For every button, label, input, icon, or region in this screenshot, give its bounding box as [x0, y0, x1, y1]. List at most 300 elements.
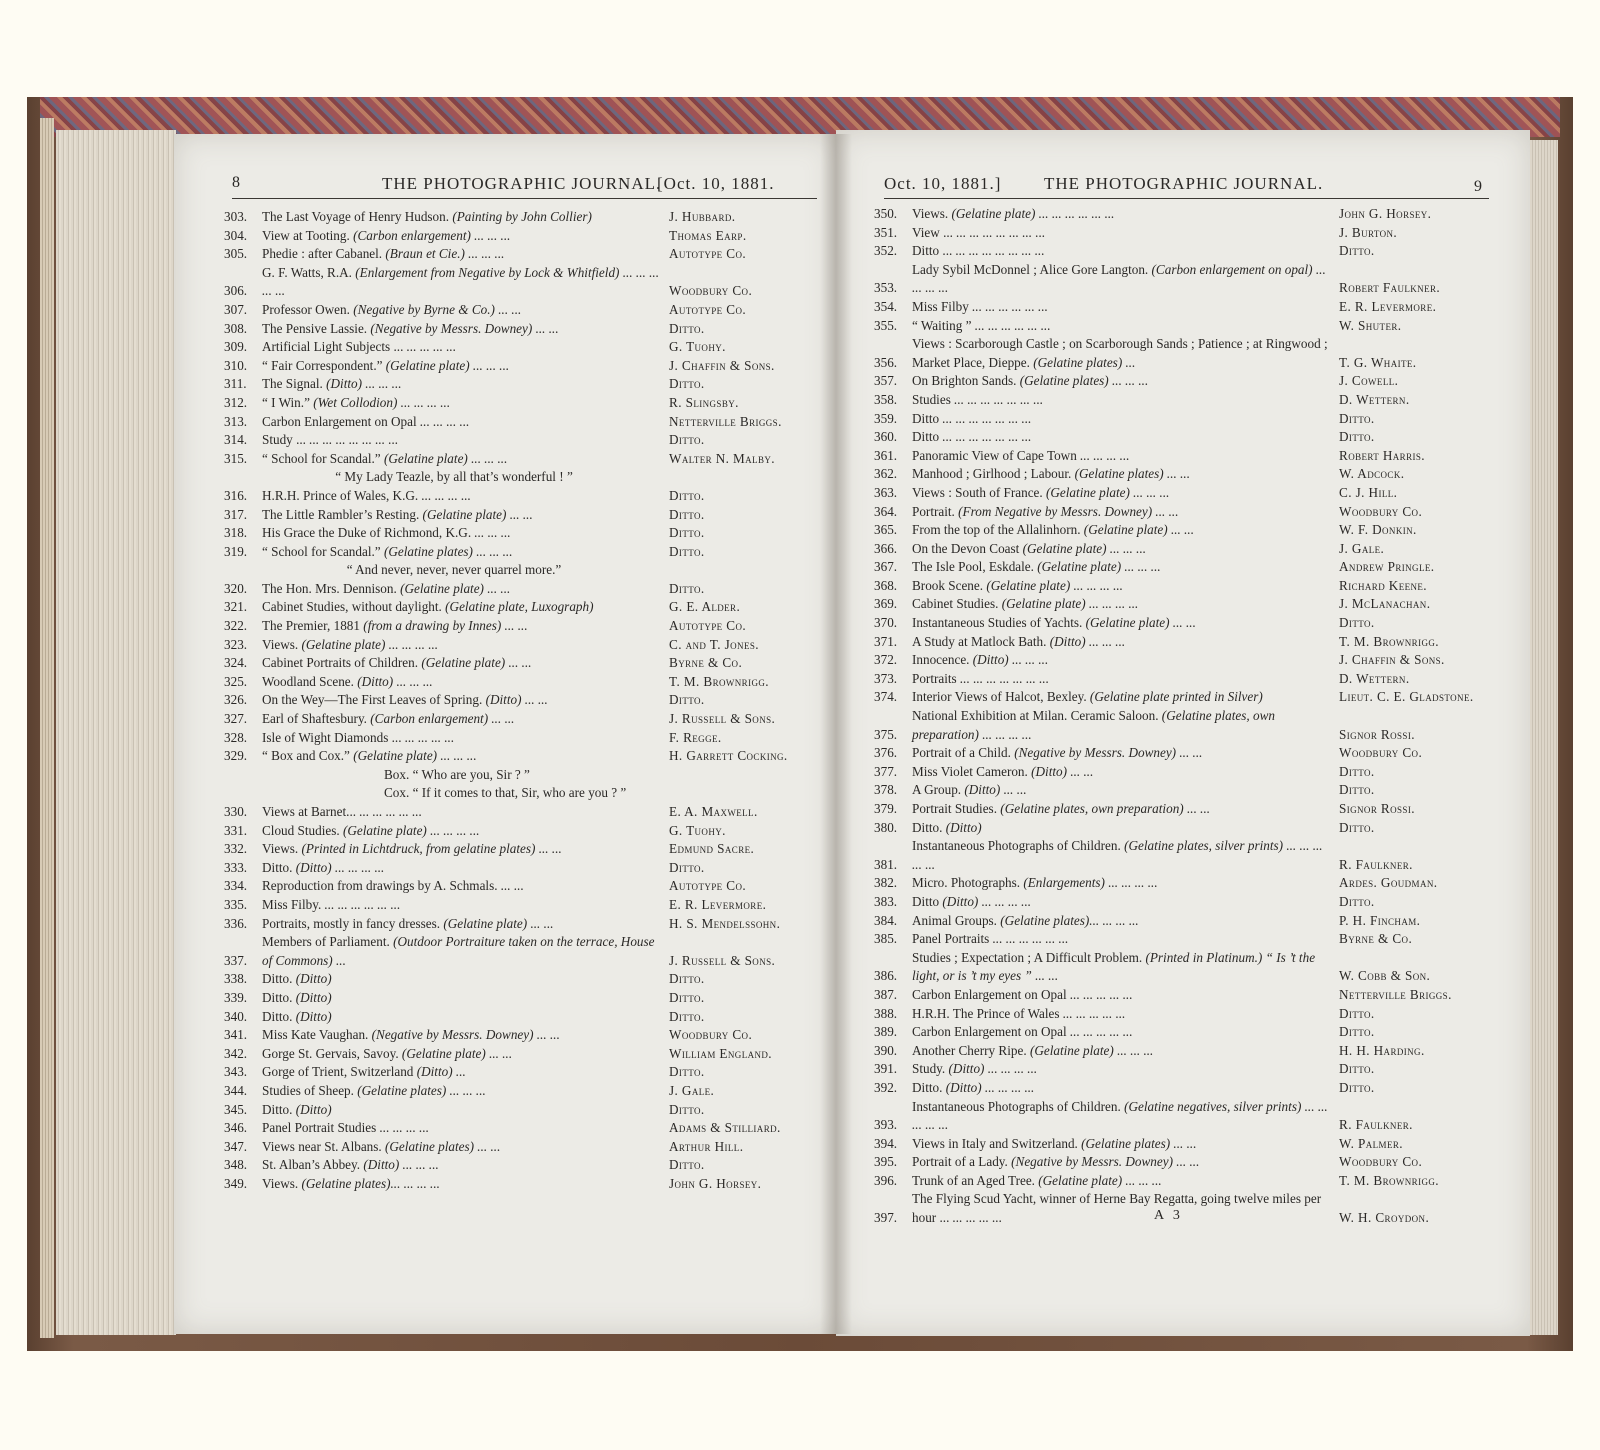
- entry-title: [262, 729, 669, 748]
- entry-note: (Gelatine plates) ... ... ...: [357, 1082, 486, 1098]
- entry-title-text: Instantaneous Photographs of Children.: [912, 1098, 1121, 1114]
- entry-title: [262, 245, 669, 264]
- exhibitor-name: Arthur Hill.: [669, 1138, 744, 1154]
- entry-number: 366.: [874, 540, 898, 556]
- entry-title: [912, 781, 1294, 800]
- exhibitor-name: R. Faulkner.: [1339, 1117, 1413, 1133]
- catalogue-entry: [874, 670, 1504, 689]
- exhibitor-name: Netterville Briggs.: [669, 413, 782, 429]
- entry-title-text: St. Alban’s Abbey.: [262, 1157, 361, 1173]
- catalogue-entry: [224, 989, 824, 1008]
- entry-title: [912, 428, 1294, 447]
- entry-number: 378.: [874, 782, 898, 798]
- entry-note: (Gelatine plates, own preparation) ... ...: [1000, 801, 1211, 816]
- entry-note: (Carbon enlargement) ... ... ...: [353, 227, 511, 243]
- entry-title-text: Manhood ; Girlhood ; Labour.: [912, 466, 1072, 482]
- entry-note: (From Negative by Messrs. Downey) ... ...: [958, 503, 1179, 519]
- entry-title-text: Studies: [912, 391, 951, 407]
- entry-title-text: Views in Italy and Switzerland.: [912, 1135, 1078, 1151]
- entry-title: [912, 503, 1339, 522]
- entry-number: 344.: [224, 1082, 248, 1098]
- entry-title: [912, 224, 1339, 243]
- entry-title: [262, 710, 669, 729]
- entry-note: ... ... ... ... ... ... ...: [942, 410, 1032, 426]
- entry-title-text: G. F. Watts, R.A.: [262, 264, 352, 280]
- entry-title: [912, 242, 1294, 261]
- exhibitor-name: Thomas Earp.: [669, 227, 747, 243]
- entry-title-text: Ditto.: [262, 971, 293, 987]
- exhibitor-name: Autotype Co.: [669, 301, 747, 317]
- entry-note: (Gelatine plate) ... ... ...: [1038, 1172, 1162, 1188]
- catalogue-entry: [224, 1063, 824, 1082]
- entry-number: 390.: [874, 1042, 898, 1058]
- entry-title-text: Views : Scarborough Castle ; on Scarborough Sands ; Patience ; at Ringwood ; Market Place, Dieppe.: [912, 336, 1328, 370]
- exhibitor-name: E. R. Levermore.: [1339, 298, 1437, 314]
- entry-title-text: Views : South of France.: [912, 484, 1043, 500]
- entry-number: 371.: [874, 633, 898, 649]
- entry-title: [912, 744, 1339, 763]
- exhibitor-name: Ditto.: [669, 1064, 705, 1080]
- entry-title-text: The Last Voyage of Henry Hudson.: [262, 209, 450, 224]
- catalogue-entry: [224, 394, 824, 413]
- exhibitor-name: Ditto.: [669, 989, 705, 1005]
- entry-note: (Gelatine plates) ... ...: [385, 1138, 501, 1154]
- entry-number: 309.: [224, 339, 248, 355]
- entry-title: [912, 1153, 1339, 1172]
- entry-note: ... ... ... ... ... ...: [974, 317, 1051, 333]
- entry-title-text: Views at Barnet...: [262, 804, 357, 819]
- exhibitor-name: Edmund Sacre.: [669, 841, 755, 857]
- entry-title: [912, 540, 1339, 559]
- entry-title: [912, 465, 1339, 484]
- catalogue-entry: [874, 744, 1504, 763]
- catalogue-entry: [874, 633, 1504, 652]
- exhibitor-name: J. Cowell.: [1339, 373, 1399, 389]
- entry-note: (Gelatine plates)... ... ... ...: [301, 1175, 440, 1191]
- catalogue-entry: [224, 1045, 824, 1064]
- entry-number: 363.: [874, 484, 898, 500]
- entry-title: [912, 1172, 1339, 1191]
- entry-note: (Gelatine plate) ... ... ...: [1037, 559, 1161, 575]
- catalogue-entry: [224, 1008, 824, 1027]
- entry-number: 308.: [224, 320, 248, 336]
- entry-title: [262, 227, 669, 246]
- catalogue-entry: [874, 1005, 1504, 1024]
- exhibitor-name: Ditto.: [1339, 893, 1375, 909]
- catalogue-entry: [874, 1079, 1504, 1098]
- exhibitor-name: T. M. Brownrigg.: [1339, 1172, 1439, 1188]
- exhibitor-name: Woodbury Co.: [1339, 1154, 1423, 1170]
- catalogue-entry: [874, 1135, 1504, 1154]
- entry-title-text: Phedie : after Cabanel.: [262, 246, 383, 262]
- entry-title: [262, 413, 669, 432]
- entry-note: (from a drawing by Innes) ... ...: [363, 618, 528, 634]
- entry-note: (Gelatine plate) ... ... ... ... ... ...: [951, 206, 1115, 221]
- catalogue-entry: [224, 413, 824, 432]
- entry-note: (Ditto) ... ...: [1031, 763, 1094, 779]
- journal-title: THE PHOTOGRAPHIC JOURNAL.: [1044, 174, 1324, 193]
- catalogue-entry: [874, 874, 1504, 893]
- entry-note: ... ... ... ... ...: [359, 804, 422, 819]
- entry-note: (Gelatine plates) ... ... ...: [1019, 373, 1149, 389]
- entry-number: 343.: [224, 1064, 248, 1080]
- entry-number: 364.: [874, 503, 898, 519]
- entry-title-text: Artificial Light Subjects ...: [262, 339, 404, 355]
- exhibitor-name: F. Regge.: [669, 729, 722, 745]
- entry-title-text: Miss Violet Cameron.: [912, 763, 1028, 779]
- entry-title: [262, 450, 669, 469]
- catalogue-entry: [224, 1156, 824, 1175]
- catalogue-entry: [874, 688, 1504, 707]
- entry-title-text: Portrait.: [912, 503, 955, 519]
- entry-number: 361.: [874, 447, 898, 463]
- entry-title-text: Study ...: [262, 432, 306, 448]
- entry-title-text: A Group.: [912, 782, 962, 798]
- catalogue-entry: [874, 521, 1504, 540]
- exhibitor-name: W. Shuter.: [1339, 317, 1402, 333]
- exhibitor-name: Ditto.: [669, 525, 705, 541]
- entry-number: 379.: [874, 801, 898, 816]
- entry-title: [912, 1042, 1339, 1061]
- entry-title: [912, 1135, 1339, 1154]
- entry-number: 321.: [224, 599, 248, 615]
- catalogue-entry: [874, 930, 1504, 949]
- exhibitor-name: Ditto.: [1339, 782, 1375, 798]
- entry-number: 352.: [874, 243, 898, 259]
- entry-title-text: Ditto.: [912, 819, 943, 835]
- entry-note: (Gelatine plates) ...: [1033, 354, 1136, 370]
- exhibitor-name: Ditto.: [1339, 1005, 1375, 1021]
- entry-number: 311.: [224, 376, 247, 392]
- exhibitor-name: Ditto.: [669, 1008, 705, 1024]
- catalogue-entry: [224, 208, 824, 227]
- entry-title: [262, 506, 624, 525]
- entry-number: 325.: [224, 673, 248, 689]
- entry-title: [912, 335, 1339, 372]
- entry-title-text: Miss Kate Vaughan.: [262, 1027, 369, 1043]
- right-page: [836, 130, 1530, 1336]
- entry-title-text: Carbon Enlargement on Opal: [262, 413, 417, 429]
- entry-title-text: Cabinet Studies, without daylight.: [262, 599, 442, 615]
- entry-note: (Negative by Messrs. Downey) ... ...: [370, 320, 559, 336]
- exhibitor-name: Woodbury Co.: [669, 283, 753, 299]
- catalogue-entry: [874, 614, 1504, 633]
- entry-number: 324.: [224, 655, 248, 671]
- entry-number: 305.: [224, 246, 248, 262]
- catalogue-entry: [224, 1082, 824, 1101]
- exhibitor-name: E. A. Maxwell.: [669, 804, 758, 819]
- entry-number: 350.: [874, 206, 898, 221]
- entry-title-text: Ditto ...: [912, 243, 953, 259]
- exhibitor-name: Autotype Co.: [669, 246, 747, 262]
- exhibitor-name: D. Wettern.: [1339, 670, 1410, 686]
- entry-title: [912, 819, 1294, 838]
- entry-title-text: The Premier, 1881: [262, 618, 360, 634]
- exhibitor-name: Autotype Co.: [669, 618, 747, 634]
- entry-title-text: Gorge St. Gervais, Savoy.: [262, 1045, 399, 1061]
- entry-title: [262, 1063, 624, 1082]
- exhibitor-name: Adams & Stilliard.: [669, 1120, 781, 1136]
- catalogue-entry: [224, 506, 824, 525]
- exhibitor-name: J. Burton.: [1339, 224, 1398, 240]
- entry-title: [912, 874, 1339, 893]
- entry-number: 341.: [224, 1027, 248, 1043]
- entry-note: ... ... ... ...: [421, 487, 471, 503]
- exhibitor-name: Ditto.: [669, 580, 705, 596]
- entry-note: (Printed in Platinum.) “ Is ’t the light, or is ’t my eyes ” ... ...: [912, 949, 1316, 984]
- entry-title-text: Lady Sybil McDonnel ; Alice Gore Langton.: [912, 261, 1149, 277]
- entry-number: 320.: [224, 580, 248, 596]
- entry-number: 357.: [874, 373, 898, 389]
- entry-number: 318.: [224, 525, 248, 541]
- entry-number: 354.: [874, 298, 898, 314]
- catalogue-entry: [874, 949, 1504, 986]
- exhibitor-name: Woodbury Co.: [669, 1027, 753, 1043]
- exhibitor-name: R. Slingsby.: [669, 394, 739, 410]
- entry-title: [262, 1175, 669, 1194]
- entry-note: (Ditto): [295, 989, 332, 1005]
- entry-note: (Ditto) ... ... ...: [1049, 633, 1126, 649]
- entry-title-text: “ I Win.”: [262, 394, 310, 410]
- entry-title: [262, 431, 624, 450]
- entry-title-text: H.R.H. Prince of Wales, K.G.: [262, 487, 419, 503]
- entry-number: 328.: [224, 729, 248, 745]
- entry-number: 375.: [874, 726, 898, 742]
- catalogue-entry: [874, 1153, 1504, 1172]
- catalogue-entry: [224, 227, 824, 246]
- page-gutter: [820, 134, 852, 1334]
- catalogue-entry: [874, 781, 1504, 800]
- entry-title: [912, 1005, 1294, 1024]
- entry-number: 391.: [874, 1061, 898, 1077]
- catalogue-entry: [224, 654, 824, 673]
- entry-title-text: Earl of Shaftesbury.: [262, 711, 367, 727]
- catalogue-entry: [224, 320, 824, 339]
- catalogue-entry: [224, 933, 824, 970]
- entry-note: (Painting by John Collier): [452, 209, 592, 224]
- entry-number: 340.: [224, 1008, 248, 1024]
- entry-title-text: Brook Scene.: [912, 577, 984, 593]
- entry-title: [262, 691, 624, 710]
- catalogue-entry: [224, 729, 824, 748]
- catalogue-entry: [874, 335, 1504, 372]
- entry-number: 312.: [224, 394, 248, 410]
- entry-number: 313.: [224, 413, 248, 429]
- entry-title-text: Ditto.: [262, 859, 293, 875]
- entry-title: [262, 301, 669, 320]
- exhibitor-name: John G. Horsey.: [1339, 206, 1432, 221]
- entry-title-text: From the top of the Allalinhorn.: [912, 522, 1081, 538]
- catalogue-entry: [224, 431, 824, 450]
- entry-title-text: Reproduction from drawings by A. Schmals.: [262, 878, 498, 894]
- entry-title: [262, 915, 669, 934]
- entry-number: 336.: [224, 915, 248, 931]
- entry-note: (Ditto): [295, 1101, 332, 1117]
- entry-note: (Gelatine plate) ... ...: [422, 506, 533, 522]
- exhibitor-name: G. Tuohy.: [669, 339, 726, 355]
- entry-title-text: Animal Groups.: [912, 912, 997, 928]
- entry-title-text: Another Cherry Ripe.: [912, 1042, 1027, 1058]
- entry-title-text: H.R.H. The Prince of Wales: [912, 1005, 1060, 1021]
- entry-number: 373.: [874, 670, 898, 686]
- entry-note: (Carbon enlargement) ... ...: [370, 711, 515, 727]
- entry-title-text: Study.: [912, 1061, 946, 1077]
- exhibitor-name: Ditto.: [1339, 1079, 1375, 1095]
- entry-number: 387.: [874, 986, 898, 1002]
- entry-number: 365.: [874, 522, 898, 538]
- entry-note: (Gelatine plate, Luxograph): [445, 599, 594, 615]
- catalogue-entry: [874, 410, 1504, 429]
- exhibitor-name: Signor Rossi.: [1339, 726, 1415, 742]
- entry-number: 314.: [224, 432, 248, 448]
- entry-number: 382.: [874, 875, 898, 891]
- entry-title-text: Cabinet Portraits of Children.: [262, 655, 419, 671]
- entry-note: (Gelatine plates) ... ... ...: [383, 543, 513, 559]
- entry-title: [912, 614, 1294, 633]
- entry-note: (Gelatine plates) ... ...: [1074, 466, 1191, 482]
- exhibitor-name: Robert Harris.: [1339, 447, 1425, 463]
- entry-title-text: View at Tooting.: [262, 227, 350, 243]
- entry-number: 317.: [224, 506, 248, 522]
- entry-number: 356.: [874, 354, 898, 370]
- entry-number: 327.: [224, 711, 248, 727]
- entry-title: [262, 747, 669, 766]
- exhibitor-name: D. Wettern.: [1339, 391, 1410, 407]
- entry-title-text: “ Box and Cox.”: [262, 748, 350, 764]
- exhibitor-name: J. Chaffin & Sons.: [1339, 652, 1445, 668]
- entry-title: [912, 912, 1339, 931]
- entry-title: [912, 391, 1339, 410]
- entry-title: [262, 654, 669, 673]
- catalogue-entry: [224, 598, 824, 617]
- entry-title: [912, 949, 1339, 986]
- entry-note: (Printed in Lichtdruck, from gelatine plates) ... ...: [301, 841, 562, 857]
- entry-number: 322.: [224, 618, 248, 634]
- exhibitor-name: G. Tuohy.: [669, 822, 726, 838]
- entry-number: 383.: [874, 893, 898, 909]
- exhibitor-name: P. H. Fincham.: [1339, 912, 1421, 928]
- entry-note: (Gelatine plates) ... ...: [1081, 1135, 1197, 1151]
- entry-number: 333.: [224, 859, 248, 875]
- entry-note: (Enlargements) ... ... ... ...: [1023, 875, 1158, 891]
- entry-title: [912, 1190, 1339, 1227]
- exhibitor-name: Ditto.: [669, 506, 705, 522]
- entry-title: [262, 989, 624, 1008]
- entry-note: ... ... ...: [474, 525, 511, 541]
- exhibitor-name: W. Adcock.: [1339, 466, 1405, 482]
- entry-number: 388.: [874, 1005, 898, 1021]
- entry-note: (Ditto) ... ... ...: [363, 1157, 439, 1173]
- entry-note: (Gelatine plates, own preparation) ... ... ... ...: [912, 708, 1275, 742]
- page-number: 9: [1474, 178, 1483, 195]
- entry-number: 359.: [874, 410, 898, 426]
- exhibitor-name: Ardes. Goudman.: [1339, 875, 1438, 891]
- entry-number: 310.: [224, 357, 248, 373]
- exhibitor-name: J. Gale.: [669, 1082, 715, 1098]
- right-entry-list: [874, 205, 1504, 1228]
- entry-number: 360.: [874, 429, 898, 445]
- catalogue-entry: [874, 1172, 1504, 1191]
- catalogue-entry: [874, 893, 1504, 912]
- catalogue-entry: [224, 264, 824, 301]
- catalogue-entry: [224, 450, 824, 469]
- entry-title-text: Interior Views of Halcot, Bexley.: [912, 689, 1087, 705]
- entry-title: [912, 633, 1339, 652]
- entry-title-text: Ditto.: [262, 1101, 293, 1117]
- entry-title: [912, 298, 1339, 317]
- entry-title-text: Views.: [262, 841, 299, 857]
- catalogue-entry: [874, 298, 1504, 317]
- entry-note: ... ... ... ... ... ...: [992, 931, 1069, 947]
- catalogue-entry: [224, 245, 824, 264]
- entry-title: [912, 558, 1339, 577]
- entry-title-text: Panel Portrait Studies: [262, 1120, 377, 1136]
- entry-title: [262, 1101, 624, 1120]
- entry-title: [262, 524, 624, 543]
- entry-note: (Ditto) ... ... ...: [357, 673, 433, 689]
- entry-title: [262, 877, 669, 896]
- entry-title-text: Members of Parliament.: [262, 934, 390, 950]
- exhibitor-name: Ditto.: [1339, 763, 1375, 779]
- catalogue-entry: [874, 1190, 1504, 1227]
- entry-title-text: Gorge of Trient, Switzerland: [262, 1064, 414, 1080]
- catalogue-entry: [224, 301, 824, 320]
- entry-note: (Gelatine plate) ... ...: [1085, 615, 1196, 631]
- catalogue-entry: [224, 636, 824, 655]
- entry-note: ... ... ... ... ...: [1062, 1005, 1126, 1021]
- catalogue-entry: [224, 840, 824, 859]
- exhibitor-name: T. M. Brownrigg.: [669, 673, 769, 689]
- entry-note: (Ditto) ... ... ... ...: [945, 1079, 1035, 1095]
- entry-number: 334.: [224, 878, 248, 894]
- entry-number: 380.: [874, 819, 898, 835]
- entry-title: [912, 205, 1339, 224]
- catalogue-entry: [874, 447, 1504, 466]
- entry-note: (Gelatine plate) ... ... ...: [353, 748, 477, 764]
- page-stack-right: [1530, 140, 1558, 1335]
- exhibitor-name: Ditto.: [669, 320, 705, 336]
- exhibitor-name: Ditto.: [669, 376, 705, 392]
- entry-title: [262, 357, 669, 376]
- entry-title: [262, 208, 669, 227]
- entry-note: ... ... ... ...: [1080, 447, 1130, 463]
- entry-title-text: “ School for Scandal.”: [262, 450, 381, 466]
- entry-title-text: Ditto.: [262, 989, 293, 1005]
- catalogue-entry: [874, 465, 1504, 484]
- exhibitor-name: J. Russell & Sons.: [669, 952, 776, 968]
- entry-note: (Gelatine plate) ... ... ...: [1029, 1042, 1154, 1058]
- page-number: 8: [232, 174, 241, 191]
- entry-title-text: On Brighton Sands.: [912, 373, 1017, 389]
- entry-title-text: “ Fair Correspondent.”: [262, 357, 383, 373]
- catalogue-entry: [874, 577, 1504, 596]
- exhibitor-name: C. and T. Jones.: [669, 636, 759, 652]
- exhibitor-name: Ditto.: [669, 1157, 705, 1173]
- exhibitor-name: Autotype Co.: [669, 878, 747, 894]
- exhibitor-name: Ditto.: [1339, 1024, 1375, 1040]
- page-stack-left: [56, 130, 176, 1335]
- entry-number: 355.: [874, 317, 898, 333]
- entry-note: ... ... ... ... ... ... ...: [954, 391, 1044, 407]
- signature-mark: A 3: [1154, 1208, 1183, 1223]
- issue-date: Oct. 10, 1881.]: [884, 174, 1002, 193]
- entry-title-text: Views near St. Albans.: [262, 1138, 382, 1154]
- entry-note: (Negative by Messrs. Downey) ... ...: [371, 1027, 560, 1043]
- catalogue-entry: [224, 524, 824, 543]
- exhibitor-name: H. Garrett Cocking.: [669, 748, 788, 764]
- entry-title-text: Views.: [262, 1175, 299, 1191]
- entry-number: 386.: [874, 968, 898, 984]
